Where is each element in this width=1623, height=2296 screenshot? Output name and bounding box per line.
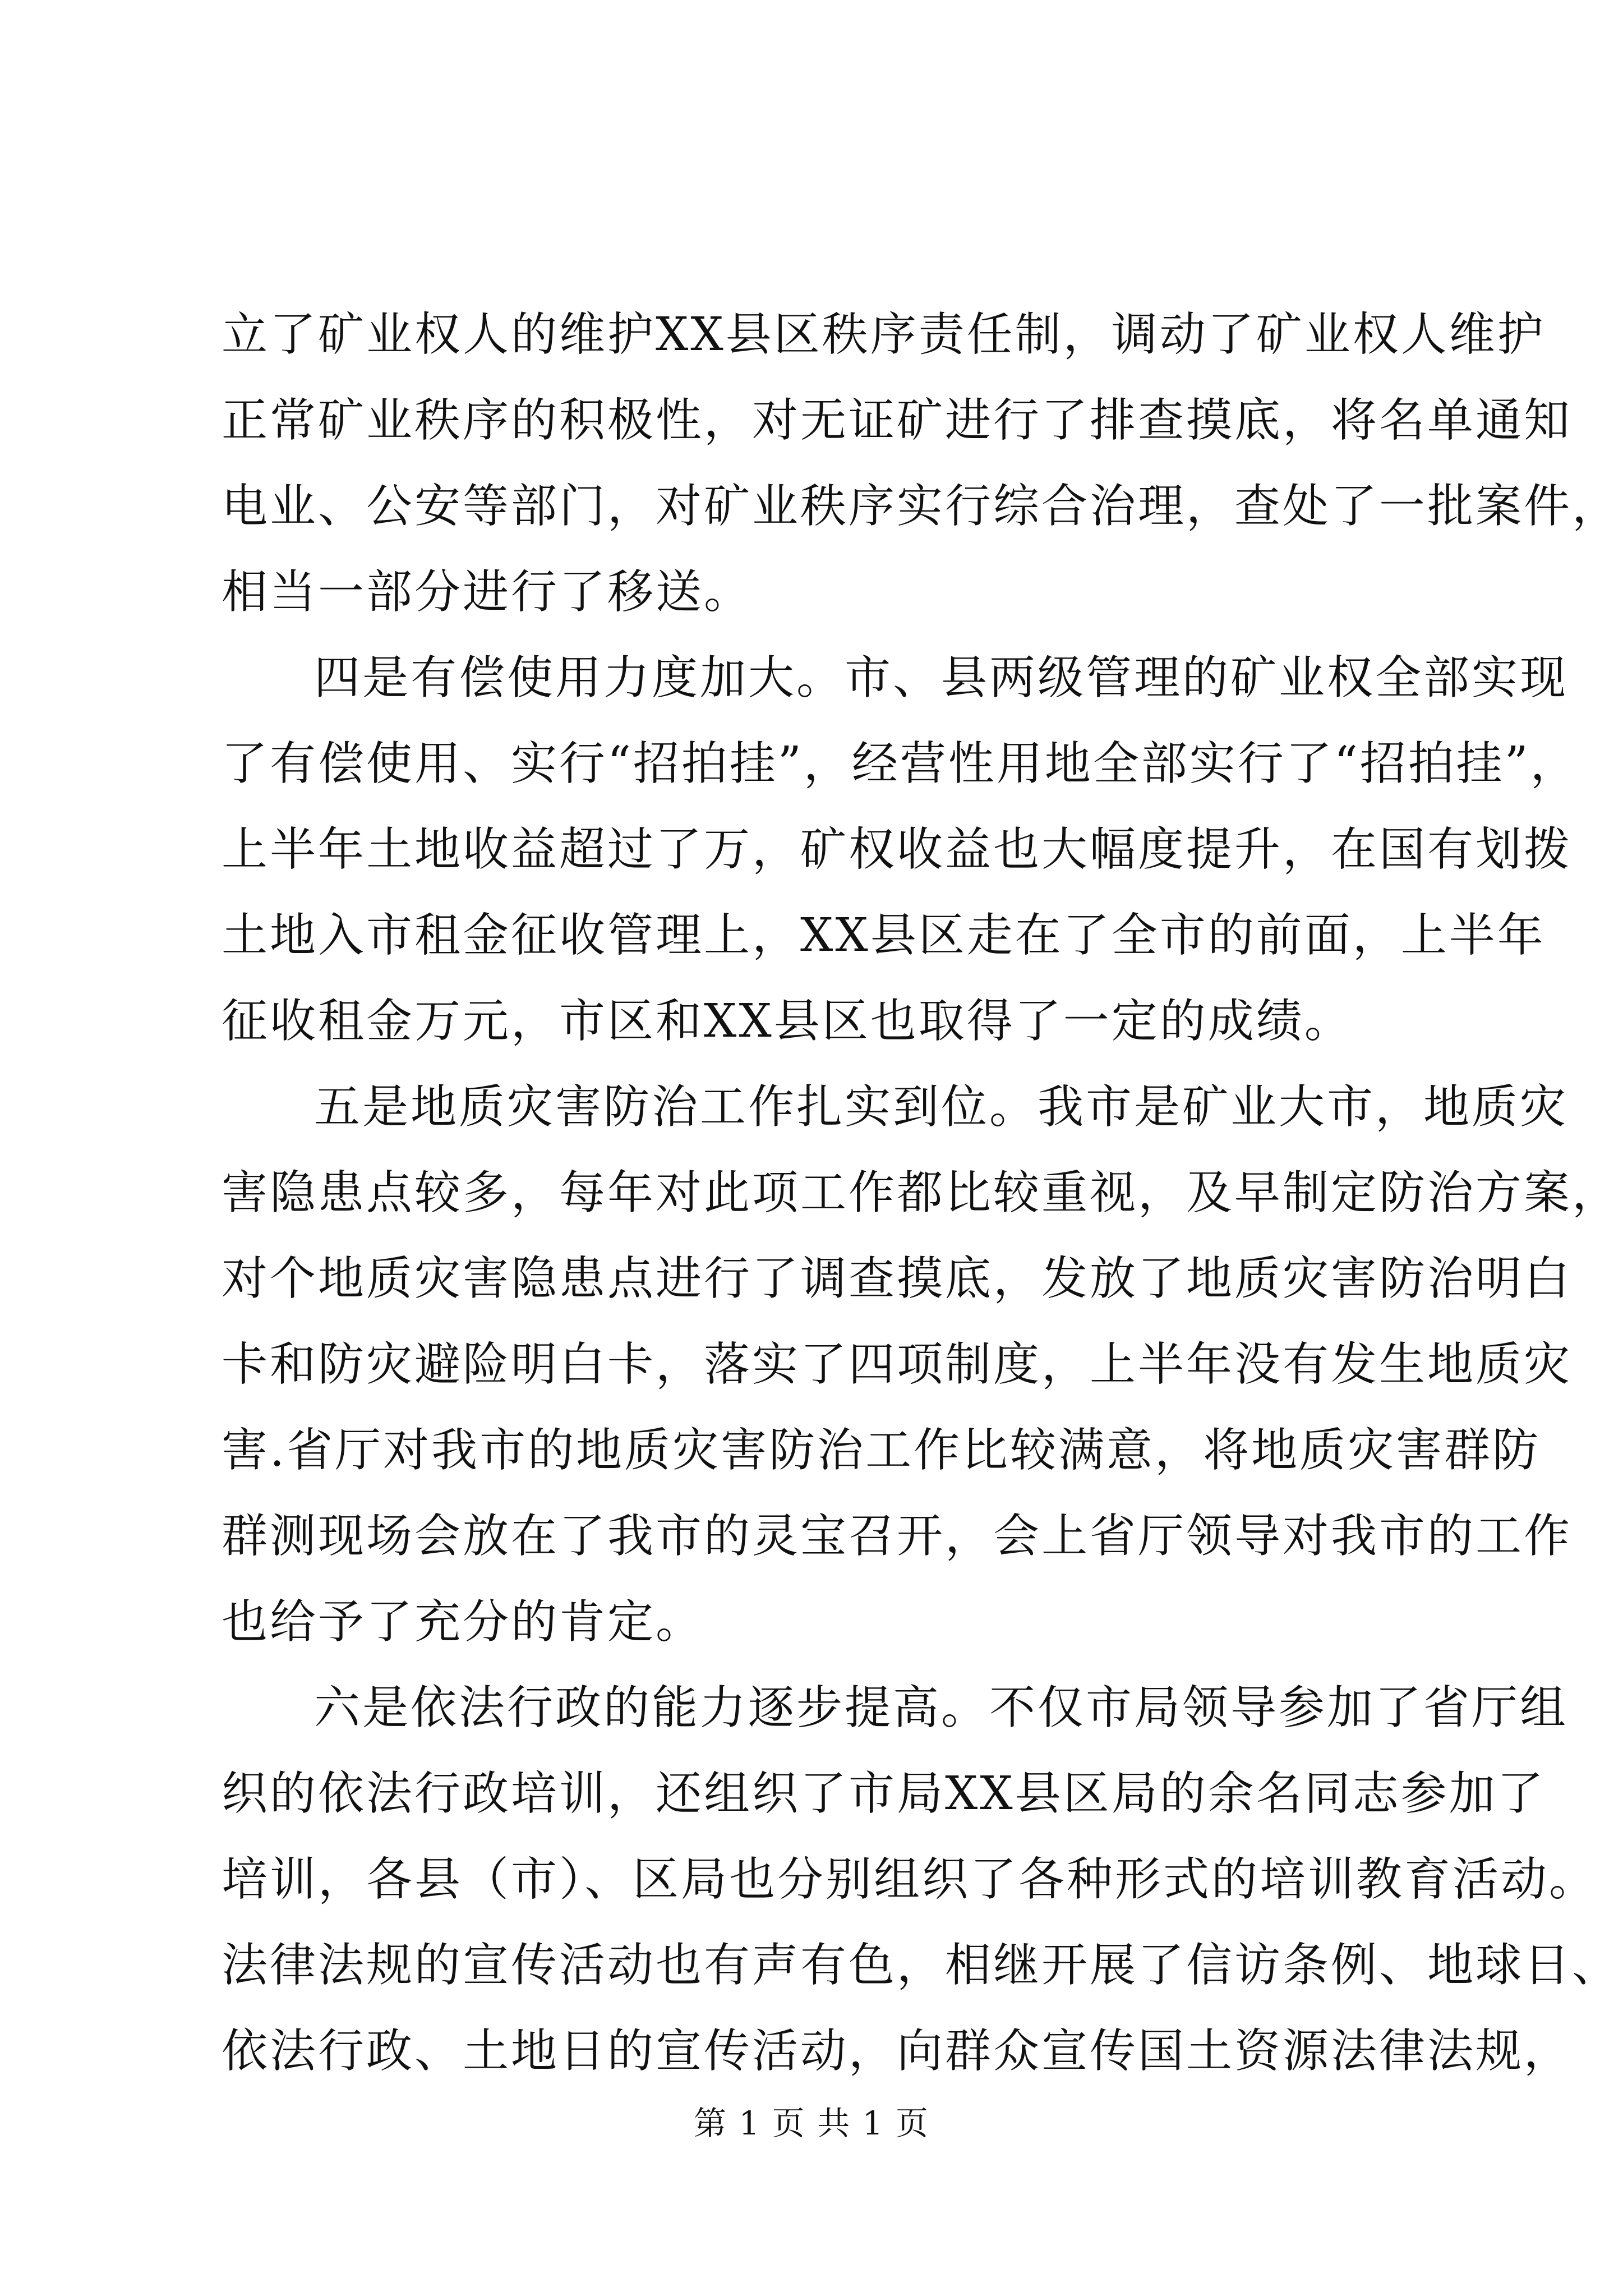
document-body — [222, 292, 1621, 2094]
text-line: 法律法规的宣传活动也有声有色，相继开展了信访条例、地球日、 — [222, 1939, 1621, 1992]
text-line: 卡和防灾避险明白卡，落实了四项制度，上半年没有发生地质灾 — [222, 1338, 1573, 1391]
paragraph-first-line: 四是有偿使用力度加大。市、县两级管理的矿业权全部实现 — [314, 651, 1569, 705]
text-line: 对个地质灾害隐患点进行了调查摸底，发放了地质灾害防治明白 — [222, 1252, 1573, 1305]
text-line: 也给予了充分的肯定。 — [222, 1595, 704, 1649]
text-line: 电业、公安等部门，对矿业秩序实行综合治理，查处了一批案件， — [222, 480, 1621, 533]
text-line: 征收租金万元，市区和XX县区也取得了一定的成绩。 — [222, 995, 1353, 1048]
text-line: 正常矿业秩序的积极性，对无证矿进行了排查摸底，将名单通知 — [222, 394, 1573, 447]
text-line: 培训，各县（市）、区局也分别组织了各种形式的培训教育活动。 — [222, 1853, 1598, 1906]
text-line: 害隐患点较多，每年对此项工作都比较重视，及早制定防治方案， — [222, 1166, 1621, 1220]
text-line: 了有偿使用、实行“招拍挂”，经营性用地全部实行了“招拍挂”， — [222, 737, 1579, 790]
text-line: 土地入市租金征收管理上，XX县区走在了全市的前面，上半年 — [222, 909, 1546, 962]
paragraph-first-line: 五是地质灾害防治工作扎实到位。我市是矿业大市，地质灾 — [314, 1080, 1569, 1134]
page-footer: 第 1 页 共 1 页 — [694, 2104, 929, 2142]
text-line: 上半年土地收益超过了万，矿权收益也大幅度提升，在国有划拨 — [222, 823, 1573, 876]
text-line: 群测现场会放在了我市的灵宝召开，会上省厅领导对我市的工作 — [222, 1510, 1573, 1563]
text-line: 织的依法行政培训，还组织了市局XX县区局的余名同志参加了 — [222, 1767, 1546, 1820]
paragraph-first-line: 六是依法行政的能力逐步提高。不仅市局领导参加了省厅组 — [314, 1681, 1569, 1734]
text-line: 害.省厅对我市的地质灾害防治工作比较满意，将地质灾害群防 — [222, 1424, 1541, 1477]
text-line: 相当一部分进行了移送。 — [222, 565, 753, 619]
text-line: 立了矿业权人的维护XX县区秩序责任制，调动了矿业权人维护 — [222, 308, 1546, 361]
text-line: 依法行政、土地日的宣传活动，向群众宣传国土资源法律法规， — [222, 2024, 1573, 2078]
